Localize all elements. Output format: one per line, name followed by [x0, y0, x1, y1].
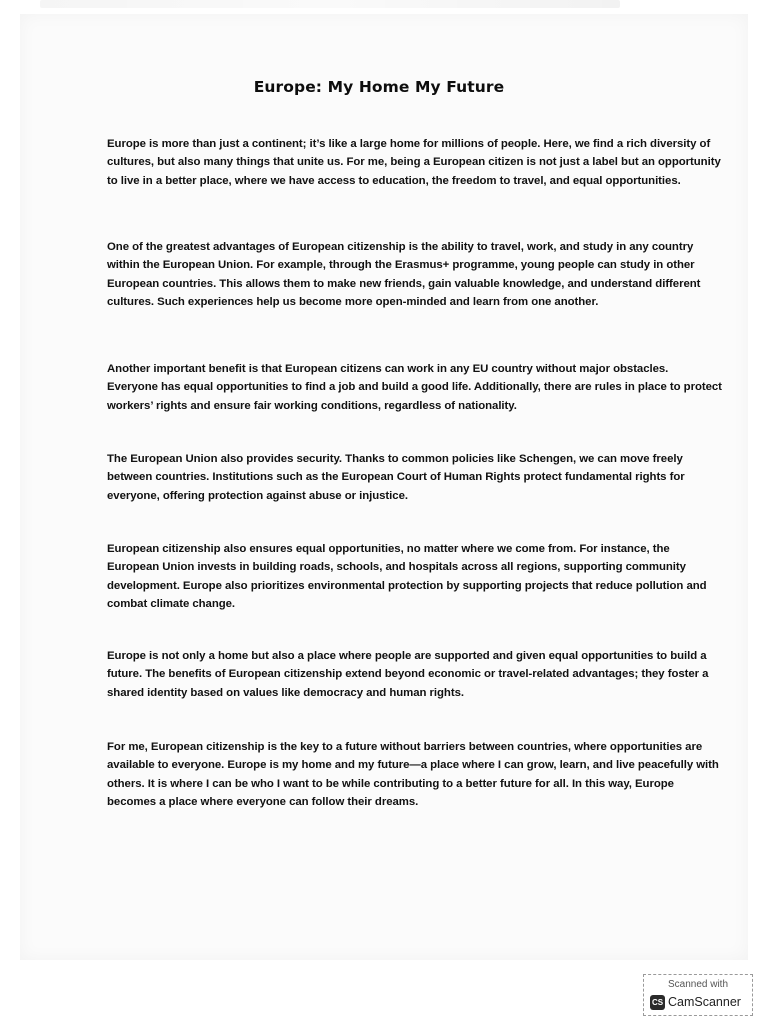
scanned-with-label: Scanned with — [667, 979, 729, 990]
paragraph-equal-opportunities: European citizenship also ensures equal opportunities, no matter where we come from. For instance, the European Union invests in building roads, schools, and hospitals across all regions, supporting community development. Europe also prioritizes environmental protection by supporting projects that reduce pollution and combat climate change. — [107, 543, 707, 610]
camscanner-logo-icon: CS — [650, 995, 665, 1010]
camscanner-brand — [650, 993, 741, 1011]
paragraph-travel-study: One of the greatest advantages of European citizenship is the ability to travel, work, and study in any country within the European Union. For example, through the Erasmus+ programme, young people can study in other European countries. This allows them to make new friends, gain valuable knowledge, and understand different cultures. Such experiences help us become more open-minded and learn from one another. — [107, 241, 701, 308]
document-title: Europe: My Home My Future — [253, 78, 505, 96]
scan-bleedthrough — [40, 0, 620, 8]
paragraph-conclusion: For me, European citizenship is the key to a future without barriers between countries, where opportunities are available to everyone. Europe is my home and my future—a place where I can grow, learn, and live peacefully with others. It is where I can be who I want to be while contributing to a better future for all. In this way, Europe becomes a place where everyone can follow their dreams. — [107, 741, 719, 808]
paragraph-security: The European Union also provides security. Thanks to common policies like Schengen, we can move freely between countries. Institutions such as the European Court of Human Rights protect fundamental rights for everyone, offering protection against abuse or injustice. — [107, 453, 685, 502]
paragraph-intro: Europe is more than just a continent; it’s like a large home for millions of people. Here, we find a rich diversity of cultures, but also many things that unite us. For me, being a European citizen is not just a label but an opportunity to live in a better place, where we have access to education, the freedom to travel, and equal opportunities. — [107, 138, 721, 187]
paragraph-work: Another important benefit is that European citizens can work in any EU country without major obstacles. Everyone has equal opportunities to find a job and build a good life. Additionally, there are rules in place to protect workers’ rights and ensure fair working conditions, regardless of nationality. — [107, 363, 722, 412]
paragraph-home-future: Europe is not only a home but also a place where people are supported and given equal opportunities to build a future. The benefits of European citizenship extend beyond economic or travel-related advantages; they foster a shared identity based on values like democracy and human rights. — [107, 650, 709, 699]
camscanner-name: CamScanner — [668, 995, 741, 1009]
camscanner-watermark — [643, 974, 753, 1016]
